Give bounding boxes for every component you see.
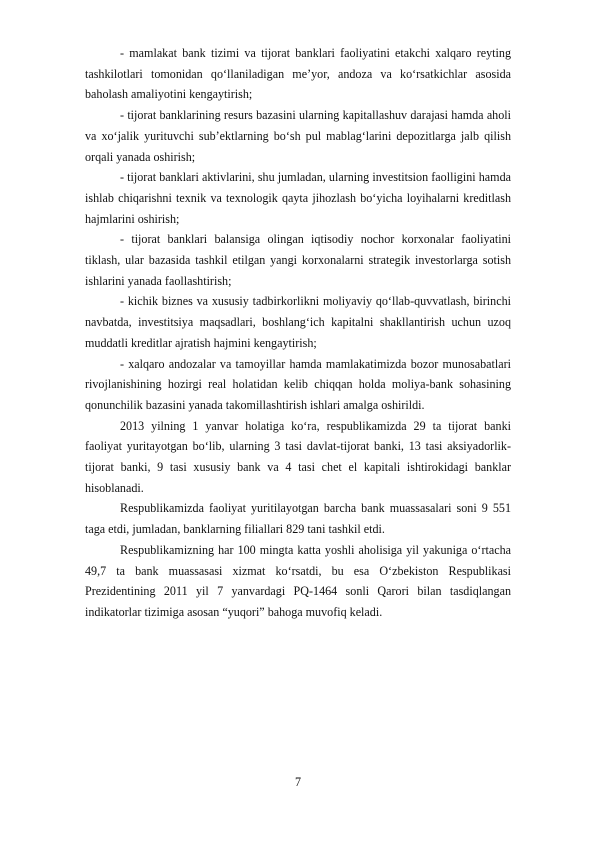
paragraph-rating-practice: - mamlakat bank tizimi va tijorat banklari faoliyatini etakchi xalqaro reyting tashkilotlari tomonidan qo‘llaniladigan me’yor, andoza va ko‘rsatkichlar asosida baholash amaliyotini kengaytirish; xyxy=(85,46,511,102)
paragraph-legislation: - xalqaro andozalar va tamoyillar hamda mamlakatimizda bozor munosabatlari rivojlanishining hozirgi real holatidan kelib chiqqan holda moliya-bank sohasining qonunchilik bazasini yanada takomillashtirish ishlari amalga oshirildi. xyxy=(85,356,511,412)
paragraph-bank-count: 2013 yilning 1 yanvar holatiga ko‘ra, respublikamizda 29 ta tijorat banki faoliyat yuritayotgan bo‘lib, ularning 3 tasi davlat-tijorat banki, 13 tasi aksiyadorlik-tijorat banki, 9 tasi xususiy bank va 4 tasi chet el kapitali ishtirokidagi banklar hisoblanadi. xyxy=(85,418,511,495)
paragraph-assets: - tijorat banklari aktivlarini, shu jumladan, ularning investitsion faolligini hamda ishlab chiqarishni texnik va texnologik qayta jihozlash bo‘yicha loyihalarni kreditlash hajmlarini oshirish; xyxy=(85,170,511,226)
paragraph-coverage: Respublikamizning har 100 mingta katta yoshli aholisiga yil yakuniga o‘rtacha 49,7 ta bank muassasasi xizmat ko‘rsatdi, bu esa O‘zbekiston Respublikasi Prezidentining 2011 yil 7 yanvardagi PQ-1464 sonli Qarori bilan tasdiqlangan indikatorlar tizimiga asosan “yuqori” bahoga muvofiq keladi. xyxy=(85,542,511,619)
paragraph-insolvent-enterprises: - tijorat banklari balansiga olingan iqtisodiy nochor korxonalar faoliyatini tiklash, ular bazasida tashkil etilgan yangi korxonalarni strategik investorlarga sotish ishlarini yanada faollashtirish; xyxy=(85,232,511,288)
body-text xyxy=(85,43,511,623)
page-number: 7 xyxy=(294,775,302,789)
paragraph-institutions: Respublikamizda faoliyat yuritilayotgan barcha bank muassasalari soni 9 551 taga etdi, jumladan, banklarning filiallari 829 tani tashkil etdi. xyxy=(85,501,511,537)
paragraph-small-business: - kichik biznes va xususiy tadbirkorlikni moliyaviy qo‘llab-quvvatlash, birinchi navbatda, investitsiya maqsadlari, boshlang‘ich kapitalni shakllantirish uchun uzoq muddatli kreditlar ajratish hajmini kengaytirish; xyxy=(85,294,511,350)
paragraph-resource-base: - tijorat banklarining resurs bazasini ularning kapitallashuv darajasi hamda aholi va xo‘jalik yurituvchi sub’ektlarning bo‘sh pul mablag‘larini depozitlarga jalb qilish orqali yanada oshirish; xyxy=(85,108,511,164)
